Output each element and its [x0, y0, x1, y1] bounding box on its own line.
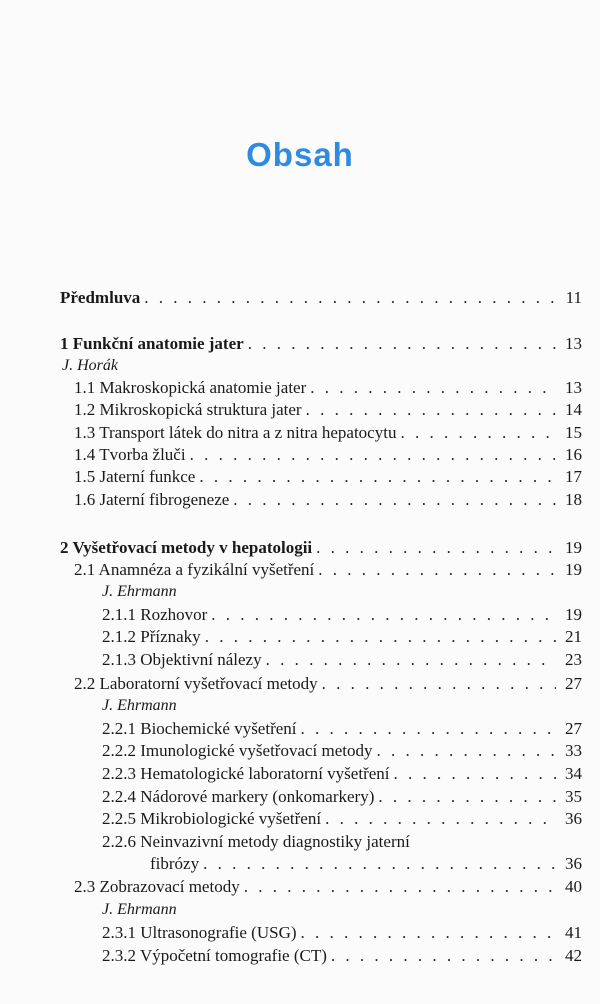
toc-entry-page: 36	[565, 854, 582, 873]
toc-entry-page: 13	[565, 334, 582, 353]
toc-entry-page: 13	[565, 378, 582, 397]
dot-leader	[331, 945, 556, 967]
toc-entry-label: 1.1 Makroskopická anatomie jater	[74, 378, 307, 397]
toc-entry[interactable]	[74, 399, 582, 421]
toc-entry-label: 2.1.3 Objektivní nálezy	[102, 650, 262, 669]
toc-entry-label: 2.2.5 Mikrobiologické vyšetření	[102, 809, 322, 828]
toc-entry-page: 42	[565, 946, 582, 965]
toc-entry-page: 14	[565, 400, 582, 419]
toc-entry[interactable]	[74, 876, 582, 898]
dot-leader	[394, 763, 557, 785]
dot-leader	[244, 876, 556, 898]
toc-entry-label: 2.3.2 Výpočetní tomografie (CT)	[102, 946, 327, 965]
toc-entry-label: 2.2 Laboratorní vyšetřovací metody	[74, 674, 318, 693]
toc-entry-page: 19	[565, 605, 582, 624]
toc-entry-label: 2.2.2 Imunologické vyšetřovací metody	[102, 741, 373, 760]
toc-entry-page: 27	[565, 674, 582, 693]
dot-leader	[400, 422, 556, 444]
toc-entry-label: 2.2.3 Hematologické laboratorní vyšetření	[102, 764, 390, 783]
dot-leader	[205, 626, 556, 648]
dot-leader	[318, 559, 556, 581]
chapter-author: J. Horák	[62, 357, 118, 374]
toc-entry[interactable]	[74, 377, 582, 399]
toc-entry-page: 19	[565, 538, 582, 557]
toc-entry[interactable]	[102, 740, 582, 762]
dot-leader	[325, 808, 556, 830]
toc-entry-label[interactable]: 2.2.6 Neinvazivní metody diagnostiky jaterní	[102, 832, 410, 851]
toc-entry-page: 40	[565, 877, 582, 896]
toc-entry-label: 1.3 Transport látek do nitra a z nitra hepatocytu	[74, 423, 397, 442]
toc-entry-page: 18	[565, 490, 582, 509]
toc-entry-page: 11	[565, 288, 582, 307]
toc-entry-page: 34	[565, 764, 582, 783]
dot-leader	[190, 444, 556, 466]
dot-leader	[248, 333, 556, 355]
dot-leader	[301, 922, 556, 944]
toc-entry[interactable]	[102, 604, 582, 626]
toc-entry-label: 2.1.1 Rozhovor	[102, 605, 208, 624]
toc-entry[interactable]	[74, 466, 582, 488]
dot-leader	[301, 718, 556, 740]
dot-leader	[377, 740, 556, 762]
toc-entry[interactable]	[74, 489, 582, 511]
toc-entry[interactable]	[74, 559, 582, 581]
toc-entry-label: 2.2.4 Nádorové markery (onkomarkery)	[102, 787, 375, 806]
toc-entry[interactable]	[102, 945, 582, 967]
dot-leader	[144, 287, 556, 309]
toc-entry-label: 2.3.1 Ultrasonografie (USG)	[102, 923, 297, 942]
dot-leader	[310, 377, 556, 399]
toc-entry[interactable]	[74, 422, 582, 444]
toc-entry[interactable]	[102, 626, 582, 648]
toc-entry-page: 35	[565, 787, 582, 806]
toc-entry[interactable]	[74, 673, 582, 695]
toc-entry-label: 2.1.2 Příznaky	[102, 627, 201, 646]
dot-leader	[233, 489, 556, 511]
dot-leader	[322, 673, 556, 695]
dot-leader	[266, 649, 556, 671]
chapter-author: J. Ehrmann	[102, 583, 177, 600]
dot-leader	[378, 786, 556, 808]
toc-entry[interactable]	[102, 922, 582, 944]
toc-entry-page: 19	[565, 560, 582, 579]
toc-entry-label: 2.3 Zobrazovací metody	[74, 877, 240, 896]
toc-entry-label: 1.5 Jaterní funkce	[74, 467, 196, 486]
dot-leader	[316, 537, 556, 559]
dot-leader	[306, 399, 556, 421]
toc-entry-page: 36	[565, 809, 582, 828]
dot-leader	[211, 604, 556, 626]
toc-entry[interactable]	[102, 718, 582, 740]
toc-entry-label: 1.2 Mikroskopická struktura jater	[74, 400, 302, 419]
toc-entry-page: 17	[565, 467, 582, 486]
toc-entry[interactable]	[102, 763, 582, 785]
toc-entry[interactable]	[60, 333, 582, 355]
toc-entry[interactable]	[102, 649, 582, 671]
toc-entry-page: 27	[565, 719, 582, 738]
toc-entry-page: 33	[565, 741, 582, 760]
toc-entry-label: 1.4 Tvorba žluči	[74, 445, 186, 464]
toc-entry-page: 21	[565, 627, 582, 646]
toc-entry-page: 16	[565, 445, 582, 464]
toc-entry-label: 2 Vyšetřovací metody v hepatologii	[60, 538, 313, 557]
toc-entry-page: 15	[565, 423, 582, 442]
toc-entry-label-continuation: fibrózy	[150, 854, 200, 873]
page-title: Obsah	[246, 136, 354, 173]
toc-entry-page: 23	[565, 650, 582, 669]
toc-entry[interactable]	[60, 537, 582, 559]
dot-leader	[199, 466, 556, 488]
dot-leader	[203, 853, 556, 875]
chapter-author: J. Ehrmann	[102, 901, 177, 918]
chapter-author: J. Ehrmann	[102, 697, 177, 714]
toc-entry-label: 2.1 Anamnéza a fyzikální vyšetření	[74, 560, 315, 579]
toc-entry-label: 1 Funkční anatomie jater	[60, 334, 244, 353]
toc-entry[interactable]	[60, 287, 582, 309]
toc-entry-label: Předmluva	[60, 288, 141, 307]
toc-entry-label: 2.2.1 Biochemické vyšetření	[102, 719, 297, 738]
toc-entry[interactable]	[150, 853, 582, 875]
toc-entry[interactable]	[102, 808, 582, 830]
toc-entry-label: 1.6 Jaterní fibrogeneze	[74, 490, 230, 509]
toc-entry-page: 41	[565, 923, 582, 942]
toc-entry[interactable]	[102, 786, 582, 808]
toc-entry[interactable]	[74, 444, 582, 466]
